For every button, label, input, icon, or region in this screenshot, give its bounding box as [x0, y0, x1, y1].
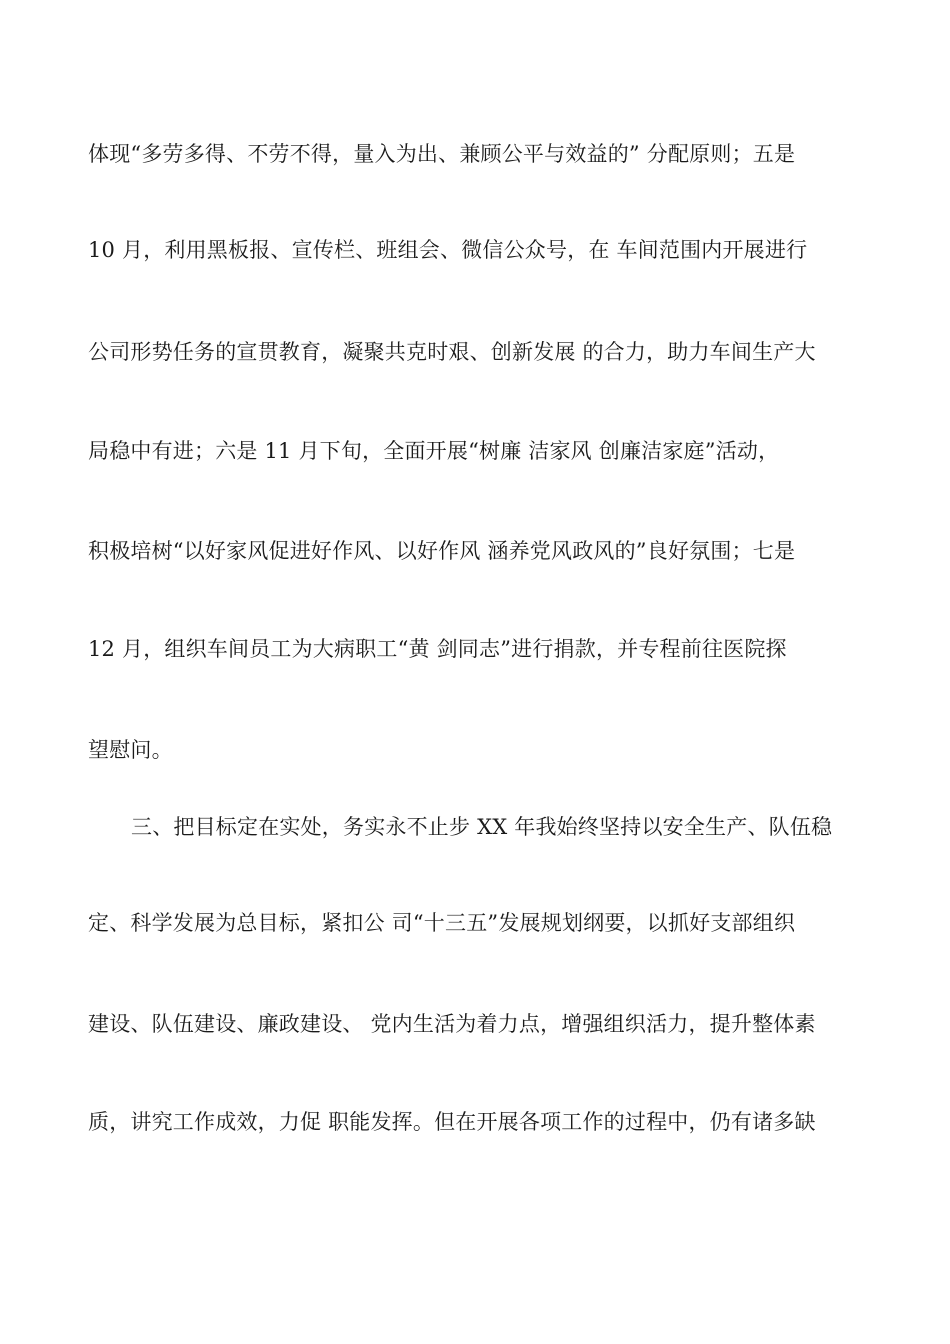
text-line: 10 月，利用黑板报、宣传栏、班组会、微信公众号，在 车间范围内开展进行	[88, 238, 808, 262]
text-line: 体现“多劳多得、不劳不得，量入为出、兼顾公平与效益的” 分配原则；五是	[88, 142, 796, 166]
text-line: 望慰问。	[88, 738, 173, 762]
text-line: 12 月，组织车间员工为大病职工“黄 剑同志”进行捐款，并专程前往医院探	[88, 637, 787, 661]
text-line: 质，讲究工作成效，力促 职能发挥。但在开展各项工作的过程中，仍有诸多缺	[88, 1110, 816, 1134]
text-line: 建设、队伍建设、廉政建设、 党内生活为着力点，增强组织活力，提升整体素	[88, 1012, 816, 1036]
section-heading-line: 三、把目标定在实处，务实永不止步 XX 年我始终坚持以安全生产、队伍稳	[131, 815, 833, 839]
text-line: 公司形势任务的宣贯教育，凝聚共克时艰、创新发展 的合力，助力车间生产大	[88, 340, 816, 364]
text-line: 积极培树“以好家风促进好作风、以好作风 涵养党风政风的”良好氛围；七是	[88, 539, 796, 563]
text-line: 定、科学发展为总目标，紧扣公 司“十三五”发展规划纲要，以抓好支部组织	[88, 911, 796, 935]
text-line: 局稳中有进；六是 11 月下旬，全面开展“树廉 洁家风 创廉洁家庭”活动，	[88, 439, 780, 463]
